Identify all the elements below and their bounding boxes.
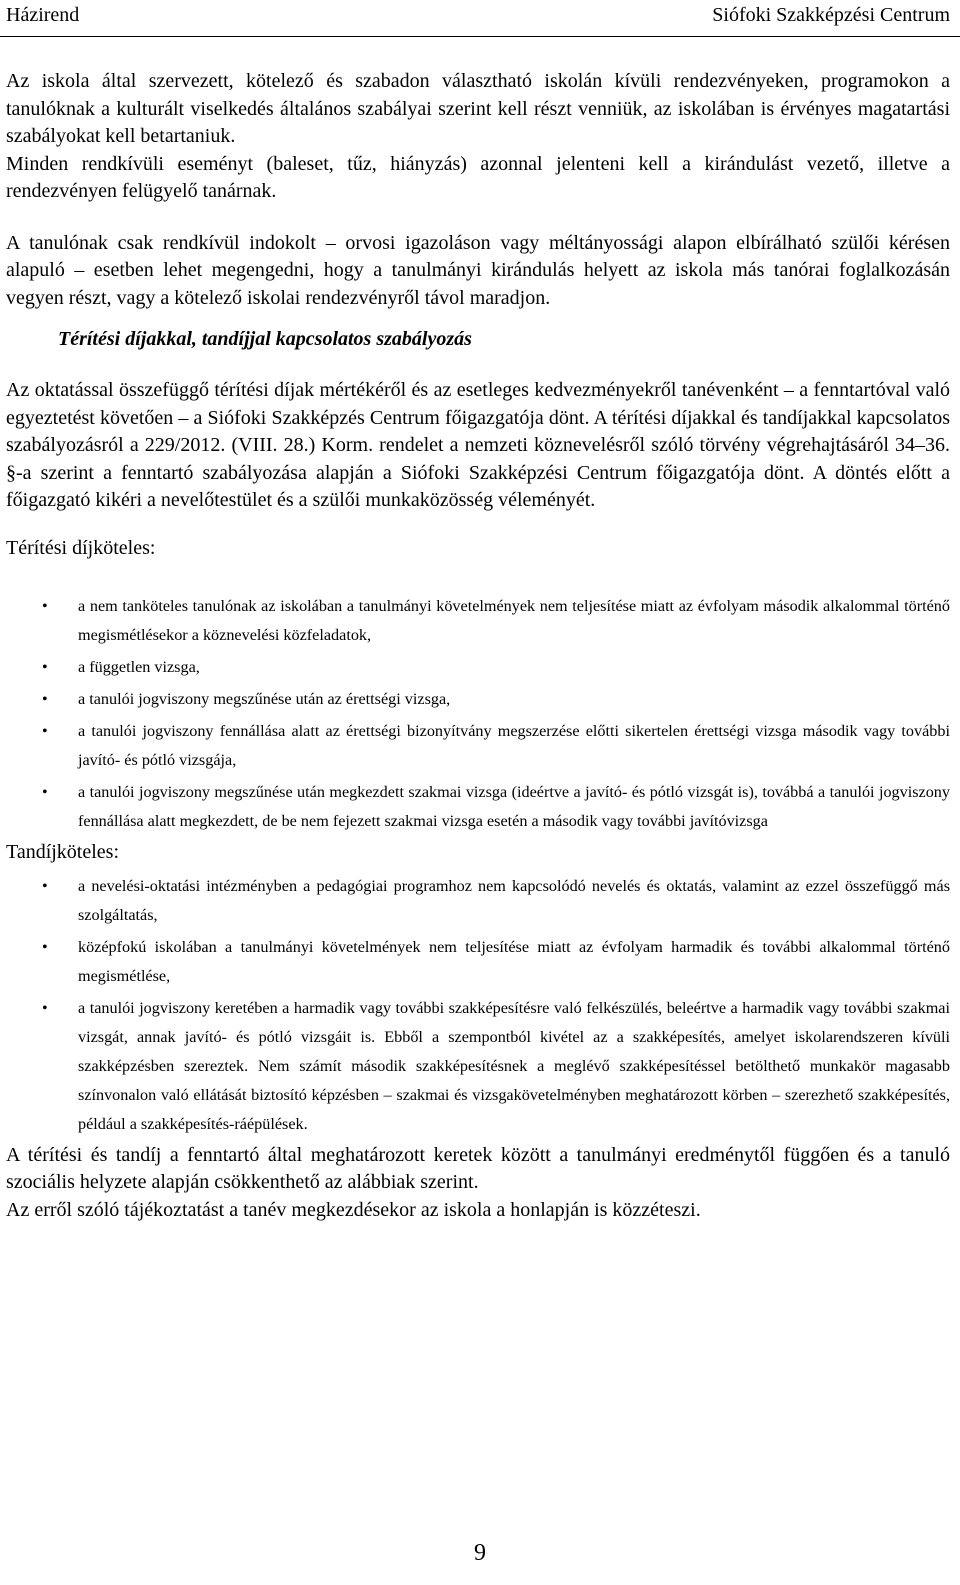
label-fee-liable: Térítési díjköteles: <box>6 536 156 559</box>
fee-liable-list <box>6 592 950 836</box>
paragraph-emergency: Minden rendkívüli eseményt (baleset, tűz, hiányzás) azonnal jelenteni kell a kirándulást vezető, illetve a rendezvényen felügyelő tanárnak. <box>6 152 950 202</box>
paragraph-reduction: A térítési és tandíj a fenntartó által meghatározott keretek között a tanulmányi eredménytől függően és a tanuló szociális helyzete alapján csökkenthető az alábbiak szerint. <box>6 1143 950 1193</box>
bullet-icon: • <box>42 690 48 708</box>
paragraph-fees: Az oktatással összefüggő térítési díjak mértékéről és az esetleges kedvezményekről tanévenként – a fenntartóval való egyeztetést követően – a Siófoki Szakképzés Centrum főigazgatója dönt. A térítési díjakkal és tandíjakkal kapcsolatos szabályozásról a 229/2012. (VIII. 28.) Korm. rendelet a nemzeti köznevelésről szóló törvény végrehajtásáról 34–36. §-a szerint a fenntartó szabályozása alapján a Siófoki Szakképzési Centrum főigazgatója dönt. A döntés előtt a főigazgató kikéri a nevelőtestület és a szülői munkaközösség véleményét. <box>6 379 950 511</box>
bullet-icon: • <box>42 938 48 956</box>
list-item: • a nem tanköteles tanulónak az iskolában a tanulmányi követelmények nem teljesítése miatt az évfolyam második alkalommal történő megismétlésekor a köznevelési közfeladatok, <box>6 592 950 650</box>
section-title-fees: Térítési díjakkal, tandíjjal kapcsolatos szabályozás <box>58 328 472 350</box>
tuition-liable-list <box>6 872 950 1139</box>
bullet-icon: • <box>42 597 48 615</box>
list-item: • a független vizsga, <box>6 653 950 682</box>
page-header <box>0 0 960 37</box>
list-item: • a tanulói jogviszony megszűnése után megkezdett szakmai vizsga (ideértve a javító- és pótló vizsgát is), továbbá a tanulói jogviszony fennállása alatt megkezdett, de be nem fejezett szakmai vizsga esetén a második vagy további javítóvizsga <box>6 778 950 836</box>
header-right-title: Siófoki Szakképzési Centrum <box>712 4 950 26</box>
paragraph-exemption: A tanulónak csak rendkívül indokolt – orvosi igazoláson vagy méltányossági alapon elbírálható szülői kérésen alapuló – esetben lehet megengedni, hogy a tanulmányi kirándulás helyett az iskola más tanórai foglalkozásán vegyen részt, vagy a kötelező iskolai rendezvényről távol maradjon. <box>6 231 950 309</box>
paragraph-notice: Az erről szóló tájékoztatást a tanév megkezdésekor az iskola a honlapján is közzéteszi. <box>6 1198 701 1221</box>
bullet-icon: • <box>42 999 48 1017</box>
document-body <box>6 68 950 1224</box>
paragraph-events: Az iskola által szervezett, kötelező és szabadon választható iskolán kívüli rendezvényeken, programokon a tanulóknak a kulturált viselkedés általános szabályai szerint kell részt venniük, az iskolában is érvényes magatartási szabályokat kell betartaniuk. <box>6 70 950 147</box>
page-number: 9 <box>474 1540 486 1566</box>
bullet-icon: • <box>42 877 48 895</box>
bullet-icon: • <box>42 722 48 740</box>
header-left-title: Házirend <box>6 4 80 26</box>
bullet-icon: • <box>42 658 48 676</box>
label-tuition-liable: Tandíjköteles: <box>6 840 120 863</box>
list-item: • középfokú iskolában a tanulmányi követelmények nem teljesítése miatt az évfolyam harmadik és további alkalommal történő megismétlése, <box>6 933 950 991</box>
list-item: • a tanulói jogviszony fennállása alatt az érettségi bizonyítvány megszerzése előtti sikertelen érettségi vizsga második vagy további javító- és pótló vizsgája, <box>6 717 950 775</box>
list-item: • a nevelési-oktatási intézményben a pedagógiai programhoz nem kapcsolódó nevelés és oktatás, valamint az ezzel összefüggő más szolgáltatás, <box>6 872 950 930</box>
list-item: • a tanulói jogviszony megszűnése után az érettségi vizsga, <box>6 685 950 714</box>
bullet-icon: • <box>42 783 48 801</box>
list-item: • a tanulói jogviszony keretében a harmadik vagy további szakképesítésre való felkészülés, beleértve a harmadik vagy további szakmai vizsgát, annak javító- és pótló vizsgáit is. Ebből a szempontból kivétel az a szakképesítés, amelyet iskolarendszeren kívüli szakképzésben szereztek. Nem számít második szakképesítésnek a meglévő szakképesítéssel betölthető munkakör magasabb színvonalon való ellátását biztosító képzésben – szakmai és vizsgakövetelményben meghatározott körben – szerezhető szakképesítés, például a szakképesítés-ráépülések. <box>6 994 950 1139</box>
